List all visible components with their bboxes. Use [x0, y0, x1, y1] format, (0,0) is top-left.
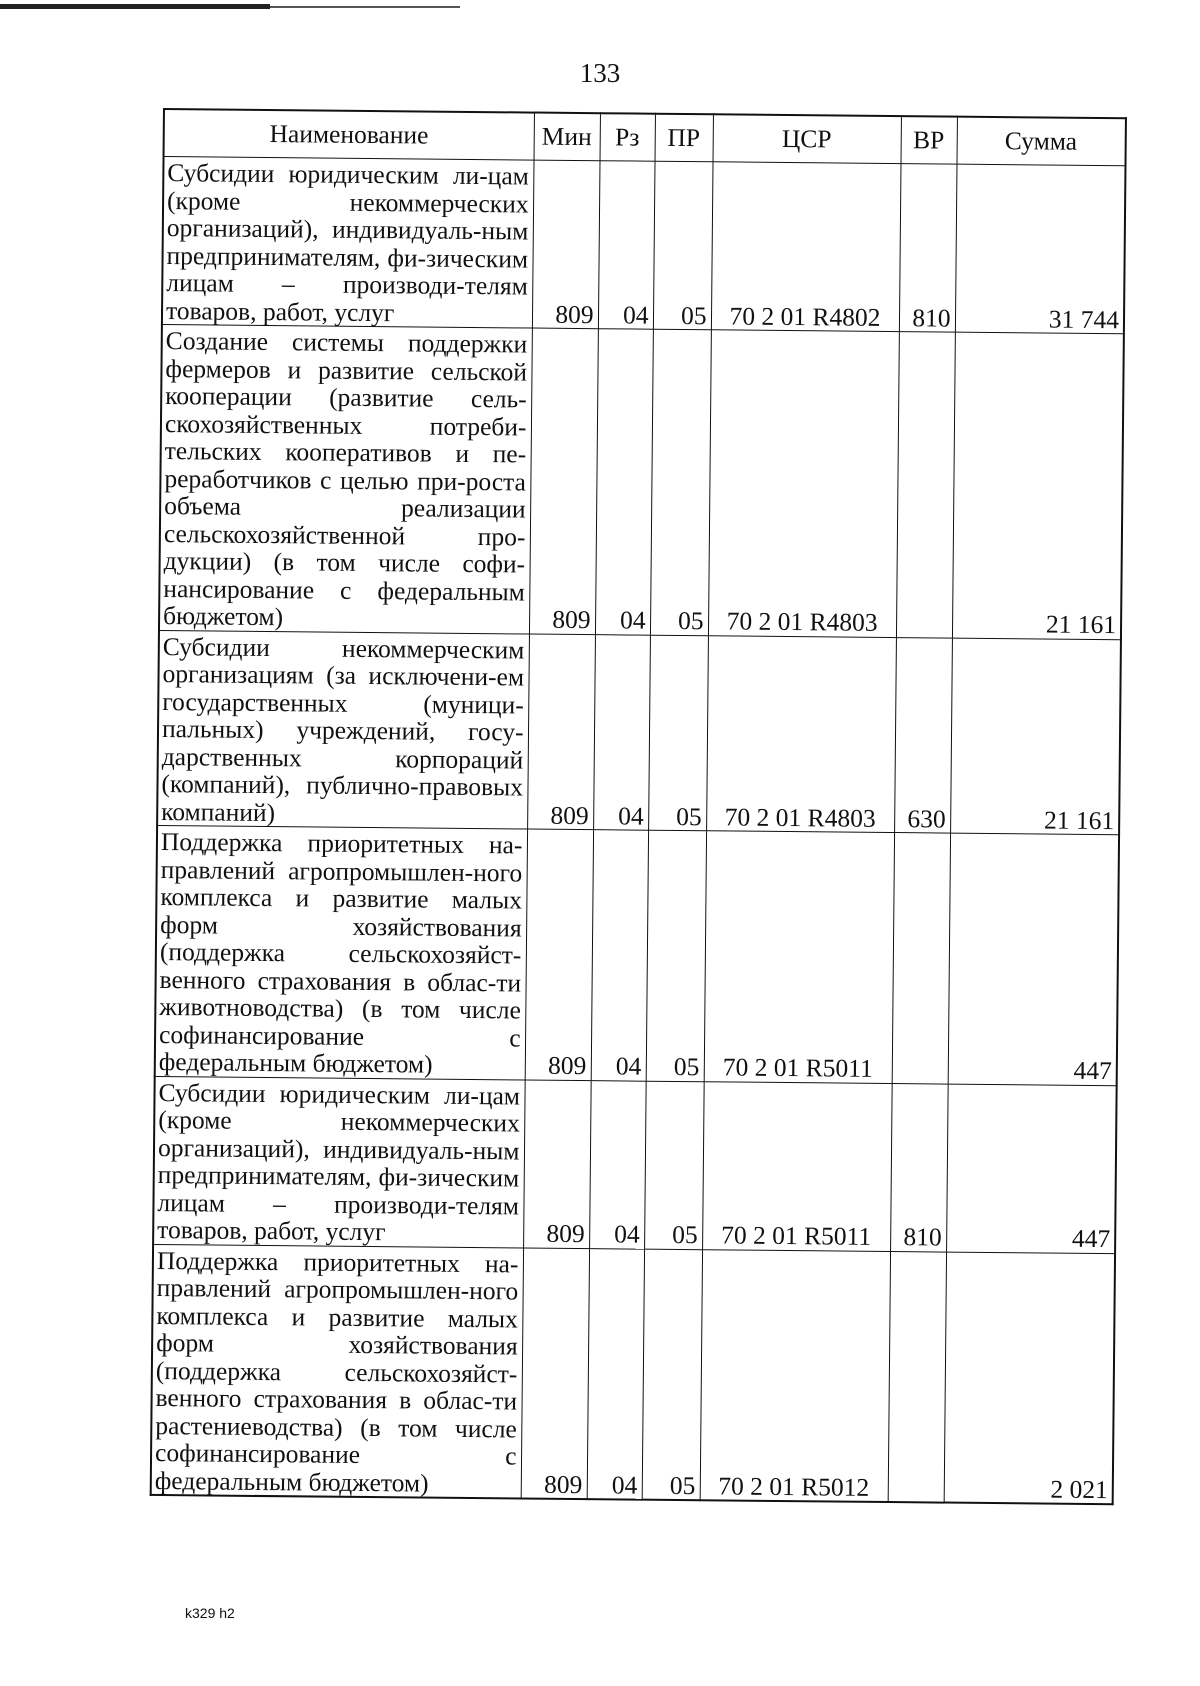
cell-rz: 04: [589, 1080, 646, 1249]
cell-vr: [888, 1251, 946, 1503]
footer-document-code: k329 h2: [185, 1605, 235, 1621]
cell-rz: 04: [591, 830, 648, 1081]
cell-vr: 810: [890, 1083, 948, 1252]
header-csr: ЦСР: [713, 114, 901, 163]
header-min: Мин: [534, 113, 600, 161]
header-vr: ВР: [901, 116, 957, 164]
cell-name: Поддержка приоритетных на-правлений агропромышлен-ного комплекса и развитие малых форм хозяйствования (поддержка сельскохозяйст-венного страхования в облас-ти растениеводства) (в том числе софинансирование с федеральным бюджетом): [151, 1244, 523, 1499]
header-name: Наименование: [164, 109, 534, 160]
cell-vr: [892, 833, 950, 1084]
cell-sum: 21 161: [952, 332, 1124, 639]
cell-pr: 05: [646, 830, 706, 1081]
cell-csr: 70 2 01 R4803: [708, 330, 899, 637]
table-row: [159, 324, 1124, 639]
table-row: [151, 1244, 1115, 1504]
cell-csr: 70 2 01 R4803: [706, 635, 896, 832]
cell-name: Поддержка приоритетных на-правлений агропромышлен-ного комплекса и развитие малых форм хозяйствования (поддержка сельскохозяйст-венного страхования в облас-ти животноводства) (в том числе софинансирование с федеральным бюджетом): [155, 825, 527, 1079]
header-pr: ПР: [655, 114, 713, 162]
scan-edge-mark-thin: [270, 6, 460, 8]
table-row: [162, 157, 1126, 334]
cell-rz: 04: [587, 1248, 644, 1500]
cell-vr: 810: [899, 164, 957, 333]
cell-csr: 70 2 01 R5011: [704, 831, 894, 1083]
header-rz: Рз: [600, 113, 655, 161]
cell-min: 809: [529, 328, 598, 634]
cell-pr: 05: [642, 1249, 702, 1501]
cell-vr: [896, 332, 955, 638]
cell-sum: 31 744: [955, 164, 1126, 334]
cell-name: Создание системы поддержки фермеров и развитие сельской кооперации (развитие сель-скохозяйственных потреби-тельских кооперативов и пе-реработчиков с целью при-роста объема реализации сельскохозяйственной про-дукции) (в том числе софи-нансирование с федеральным бюджетом): [159, 324, 532, 633]
page-number: 133: [579, 58, 621, 88]
cell-sum: 2 021: [944, 1252, 1115, 1505]
table-row: [157, 630, 1121, 835]
cell-rz: 04: [593, 634, 650, 830]
cell-rz: 04: [595, 329, 653, 635]
scan-edge-mark: [0, 4, 270, 9]
cell-csr: 70 2 01 R5011: [702, 1081, 892, 1251]
cell-pr: 05: [648, 635, 708, 831]
cell-min: 809: [525, 829, 593, 1080]
table-row: [155, 825, 1119, 1085]
budget-table-container: [150, 108, 1125, 1505]
cell-sum: 447: [946, 1084, 1117, 1254]
cell-sum: 21 161: [950, 638, 1121, 835]
table-row: [153, 1076, 1117, 1253]
cell-min: 809: [527, 634, 595, 830]
cell-name: Субсидии юридическим ли-цам (кроме некоммерческих организаций), индивидуаль-ным предпринимателям, фи-зическим лицам – производи-телям товаров, работ, услуг: [162, 157, 534, 329]
cell-name: Субсидии некоммерческим организациям (за исключени-ем государственных (муници-пальных) учреждений, госу-дарственных корпораций (компаний), публично-правовых компаний): [157, 630, 529, 829]
cell-vr: 630: [894, 637, 952, 833]
cell-csr: 70 2 01 R5012: [700, 1249, 890, 1502]
header-sum: Сумма: [956, 117, 1125, 166]
cell-sum: 447: [948, 833, 1119, 1085]
cell-rz: 04: [598, 161, 655, 330]
cell-csr: 70 2 01 R4802: [711, 162, 901, 332]
cell-min: 809: [523, 1080, 591, 1249]
cell-pr: 05: [644, 1081, 704, 1250]
cell-name: Субсидии юридическим ли-цам (кроме некоммерческих организаций), индивидуаль-ным предпринимателям, фи-зическим лицам – производи-телям товаров, работ, услуг: [153, 1076, 525, 1248]
cell-min: 809: [532, 160, 600, 329]
cell-pr: 05: [650, 329, 711, 635]
budget-table: [150, 108, 1127, 1505]
cell-min: 809: [521, 1248, 589, 1500]
cell-pr: 05: [653, 161, 713, 330]
